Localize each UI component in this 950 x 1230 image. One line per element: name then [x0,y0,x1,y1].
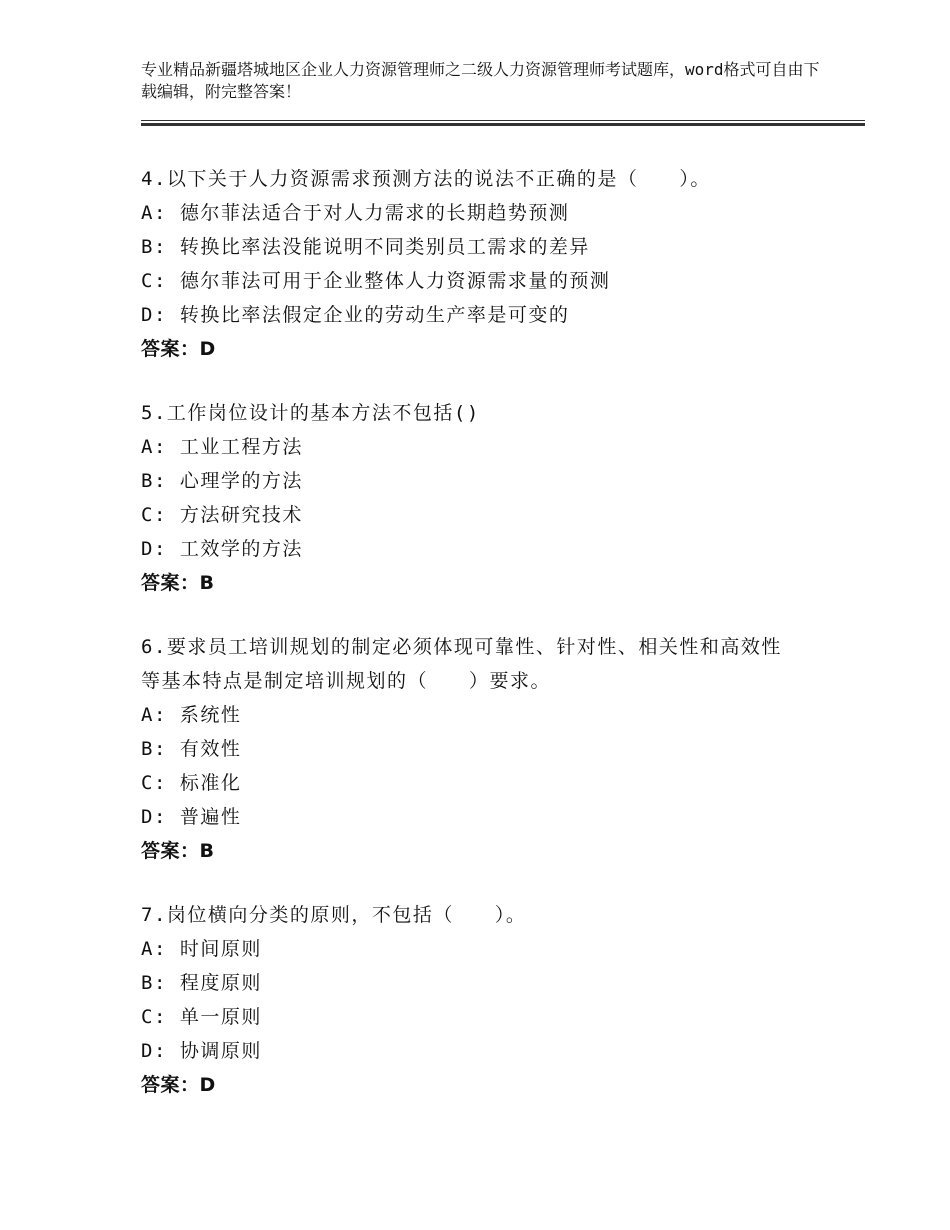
option-d: D: 转换比率法假定企业的劳动生产率是可变的 [141,304,570,326]
question-6 [141,630,841,868]
option-d: D: 普遍性 [141,806,242,828]
header-divider-thin [141,120,865,121]
option-c: C: 单一原则 [141,1006,262,1028]
option-a: A: 德尔菲法适合于对人力需求的长期趋势预测 [141,202,570,224]
option-c: C: 方法研究技术 [141,504,303,526]
header-divider-thick [141,123,865,126]
question-stem: 6.要求员工培训规划的制定必须体现可靠性、针对性、相关性和高效性等基本特点是制定培训规划的（ ）要求。 [141,636,782,692]
question-stem: 7.岗位横向分类的原则，不包括（ ）。 [141,904,527,926]
answer-line: 答案：D [141,1074,216,1096]
answer-line: 答案：B [141,840,215,862]
option-a: A: 工业工程方法 [141,436,303,458]
option-d: D: 协调原则 [141,1040,262,1062]
document-header: 专业精品新疆塔城地区企业人力资源管理师之二级人力资源管理师考试题库，word格式可自由下载编辑，附完整答案！ [141,60,820,101]
option-b: B: 转换比率法没能说明不同类别员工需求的差异 [141,236,590,258]
question-7 [141,898,841,1102]
option-c: C: 德尔菲法可用于企业整体人力资源需求量的预测 [141,270,611,292]
answer-line: 答案：D [141,338,216,360]
option-c: C: 标准化 [141,772,242,794]
question-4 [141,162,841,366]
option-d: D: 工效学的方法 [141,538,303,560]
option-a: A: 系统性 [141,704,242,726]
question-stem: 4.以下关于人力资源需求预测方法的说法不正确的是（ ）。 [141,168,711,190]
answer-line: 答案：B [141,572,215,594]
question-stem: 5.工作岗位设计的基本方法不包括() [141,402,480,424]
question-5 [141,396,841,600]
option-a: A: 时间原则 [141,938,262,960]
question-list [141,162,841,1132]
option-b: B: 程度原则 [141,972,262,994]
option-b: B: 有效性 [141,738,242,760]
option-b: B: 心理学的方法 [141,470,303,492]
